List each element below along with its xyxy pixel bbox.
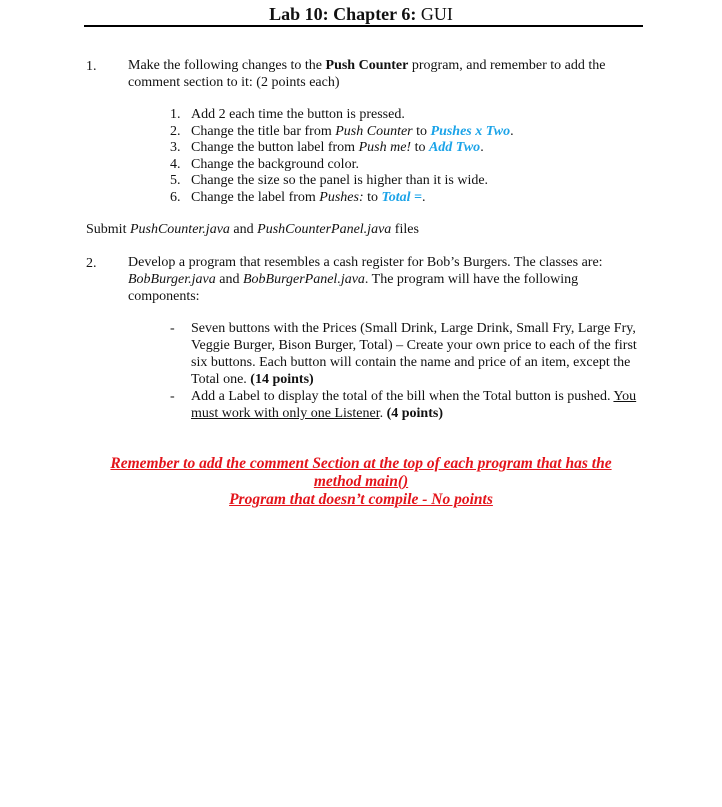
q2-text: Develop a program that resembles a cash register for Bob’s Burgers. The classes are:: [128, 255, 603, 270]
item-number: 3.: [170, 140, 181, 156]
submit-file-1: PushCounter.java: [129, 222, 230, 237]
q2-intro: [128, 254, 623, 305]
item-number: 2.: [170, 123, 181, 139]
item-number: 6.: [170, 189, 181, 205]
q2-bullet-1: [170, 320, 640, 388]
submit-text: and: [229, 222, 258, 237]
q1-intro-text: Make the following changes to the: [128, 58, 326, 73]
item-number: 4.: [170, 156, 181, 172]
q1-item-4: [170, 157, 514, 174]
submit-line: [86, 221, 419, 238]
item-highlight: Pushes x Two: [430, 123, 511, 139]
q2-file-2: BobBurgerPanel.java: [242, 272, 365, 287]
item-text: Change the button label from: [191, 140, 359, 156]
item-text: .: [422, 189, 426, 205]
q2-bullet-2: [170, 388, 640, 422]
title-plain: GUI: [416, 4, 453, 24]
q1-item-5: [170, 173, 514, 190]
q1-item-3: [170, 140, 514, 157]
item-number: 5.: [170, 173, 181, 189]
item-text: Change the background color.: [191, 156, 359, 172]
q2-number: 2.: [86, 256, 97, 271]
note-comment-line-2: method main(): [313, 473, 409, 490]
item-italic: Push Counter: [335, 123, 413, 139]
item-highlight: Total =: [381, 189, 423, 205]
submit-text: Submit: [86, 222, 130, 237]
item-text: Add 2 each time the button is pressed.: [191, 107, 405, 122]
submit-text: files: [391, 222, 419, 237]
note-compile: Program that doesn’t compile - No points: [229, 491, 493, 508]
item-text: .: [480, 140, 484, 156]
bullet-underline: You must work with only one Listener: [191, 389, 637, 421]
q2-file-1: BobBurger.java: [128, 272, 216, 287]
item-text: to: [412, 123, 431, 139]
q1-items: [170, 107, 514, 207]
bullet-text: .: [379, 406, 387, 421]
title-rule: [84, 25, 643, 27]
item-text: Change the label from: [191, 189, 320, 205]
q1-number: 1.: [86, 59, 97, 74]
q1-item-1: [170, 107, 514, 124]
page-title: [0, 3, 722, 25]
bullet-text: Add a Label to display the total of the bill when the Total button is pushed.: [191, 389, 614, 404]
q1-item-6: [170, 190, 514, 207]
q1-item-2: [170, 124, 514, 141]
item-text: to: [363, 189, 382, 205]
item-italic: Push me!: [358, 140, 412, 156]
bullet-points: (14 points): [250, 372, 314, 387]
item-text: .: [510, 123, 514, 139]
item-text: to: [411, 140, 429, 156]
note-comment-line-1: Remember to add the comment Section at the top of each program that has the: [110, 455, 612, 472]
item-italic: Pushes:: [319, 189, 364, 205]
bullet-dash: -: [170, 321, 175, 336]
q2-text: and: [215, 272, 243, 287]
bullet-text: Seven buttons with the Prices (Small Drink, Large Drink, Small Fry, Large Fry, Veggie Burger, Bison Burger, Total) – Create your own price to each of the first six buttons. Each button will contain the name and price of an item, except the Total one.: [191, 321, 637, 387]
item-text: Change the title bar from: [191, 123, 336, 139]
q1-intro-bold: Push Counter: [325, 58, 409, 73]
bullet-points: (4 points): [386, 406, 443, 421]
item-text: Change the size so the panel is higher than it is wide.: [191, 173, 489, 189]
item-number: 1.: [170, 107, 181, 122]
submit-file-2: PushCounterPanel.java: [257, 222, 392, 237]
bullet-dash: -: [170, 389, 175, 404]
q1-intro-text-2: program, and remember to add the comment section to it: (2 points each): [128, 58, 606, 90]
q1-intro: [128, 57, 628, 91]
q2-bullets: [170, 320, 640, 422]
q2-text: . The program will have the following components:: [128, 272, 579, 304]
item-highlight: Add Two: [428, 140, 481, 156]
title-bold: Lab 10: Chapter 6:: [269, 4, 417, 24]
